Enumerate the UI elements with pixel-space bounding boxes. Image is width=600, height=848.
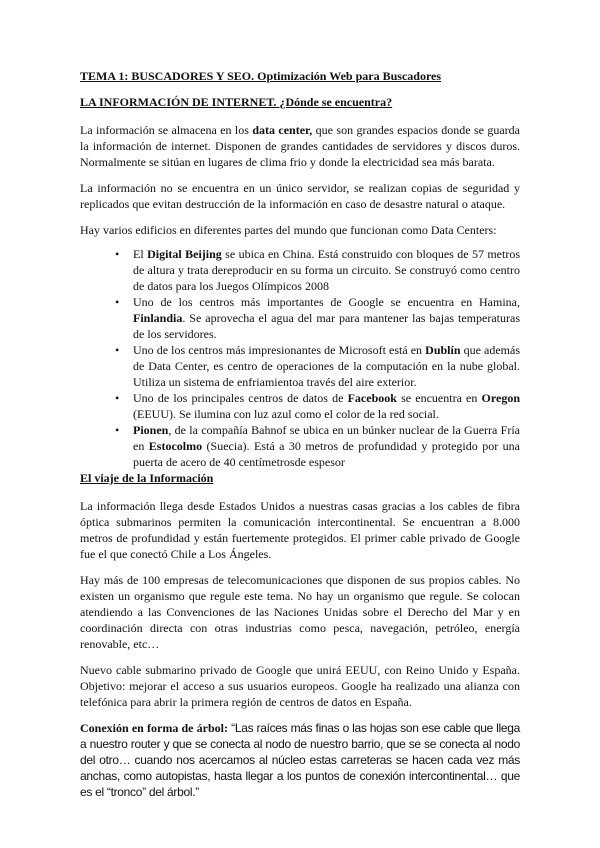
paragraph-intro: La información se almacena en los data center, que son grandes espacios donde se guarda la información de internet. Disponen de grandes cantidades de servidores y discos duros. Normalmente se sitúan en lugares de clima frio y donde la electricidad sea más barata. xyxy=(80,123,521,169)
list-item: • El Digital Beijing se ubica en China. Está construido con bloques de 57 metros de altura y trata dereproducir en su forma un circuito. Se construyó como centro de datos para los Juegos Olímpicos 2008 xyxy=(115,247,521,293)
bullet-icon: • xyxy=(115,295,120,309)
paragraph-replication: La información no se encuentra en un único servidor, se realizan copias de seguridad y replicados que evitan destrucción de la información en caso de desastre natural o ataque. xyxy=(80,181,520,211)
paragraph-tree-connection: Conexión en forma de árbol: “Las raíces más finas o las hojas son ese cable que llega a nuestro router y que se conecta al nodo de nuestro barrio, que se se conecta al nodo del otro… cuando nos acercamos al núcleo estas carreteras se hacen cada vez más anchas, como autopistas, hasta llegar a los puntos de conexión intercontinental… que es el “tronco” del árbol.” xyxy=(80,721,520,799)
data-center-list xyxy=(80,246,520,470)
bullet-icon: • xyxy=(115,423,120,437)
bullet-icon: • xyxy=(115,343,120,357)
bullet-icon: • xyxy=(115,391,120,405)
list-item: • Pionen, de la compañía Bahnof se ubica en un búnker nuclear de la Guerra Fría en Estocolmo (Suecia). Está a 30 metros de profundidad y protegido por una puerta de acero de 40 centímetrosde espesor xyxy=(115,423,520,469)
paragraph-telecom-companies: Hay más de 100 empresas de telecomunicaciones que disponen de sus propios cables. No existen un organismo que regule este tema. No hay un organismo que regule. Se colocan atendiendo a las Convenciones de las Naciones Unidas sobre el Derecho del Mar y en coordinación directa con otras industrias como pesca, navegación, petróleo, energía renovable, etc… xyxy=(80,573,520,651)
section-heading-internet-info: LA INFORMACIÓN DE INTERNET. ¿Dónde se encuentra? xyxy=(80,95,393,109)
bullet-icon: • xyxy=(115,247,120,261)
document-title: TEMA 1: BUSCADORES Y SEO. Optimización Web para Buscadores xyxy=(80,69,442,83)
list-item: • Uno de los centros más importantes de Google se encuentra en Hamina, Finlandia. Se aprovecha el agua del mar para mantener las bajas temperaturas de los servidores. xyxy=(115,295,520,341)
section-heading-info-journey: El viaje de la Información xyxy=(80,471,214,485)
paragraph-data-centers-intro: Hay varios edificios en diferentes partes del mundo que funcionan como Data Centers: xyxy=(80,223,497,237)
list-item: • Uno de los principales centros de datos de Facebook se encuentra en Oregon (EEUU). Se ilumina con luz azul como el color de la red social. xyxy=(115,391,520,421)
paragraph-google-cable: Nuevo cable submarino privado de Google que unirá EEUU, con Reino Unido y España. Objetivo: mejorar el acceso a sus usuarios europeos. Google ha realizado una alianza con telefónica para abrir la primera región de centros de datos en España. xyxy=(80,663,520,709)
term-data-center: data center, xyxy=(252,123,313,137)
paragraph-submarine-cables: La información llega desde Estados Unidos a nuestras casas gracias a los cables de fibra óptica submarinos permiten la comunicación intercontinental. Se encuentran a 8.000 metros de profundidad y están fuertemente protegidos. El primer cable privado de Google fue el que conectó Chile a Los Ángeles. xyxy=(80,499,520,561)
list-item: • Uno de los centros más impresionantes de Microsoft está en Dublín que además de Data Center, es centro de operaciones de la computación en la nube global. Utiliza un sistema de enfriamientoa través del aire exterior. xyxy=(115,343,521,389)
term-tree-connection: Conexión en forma de árbol: xyxy=(80,721,228,735)
